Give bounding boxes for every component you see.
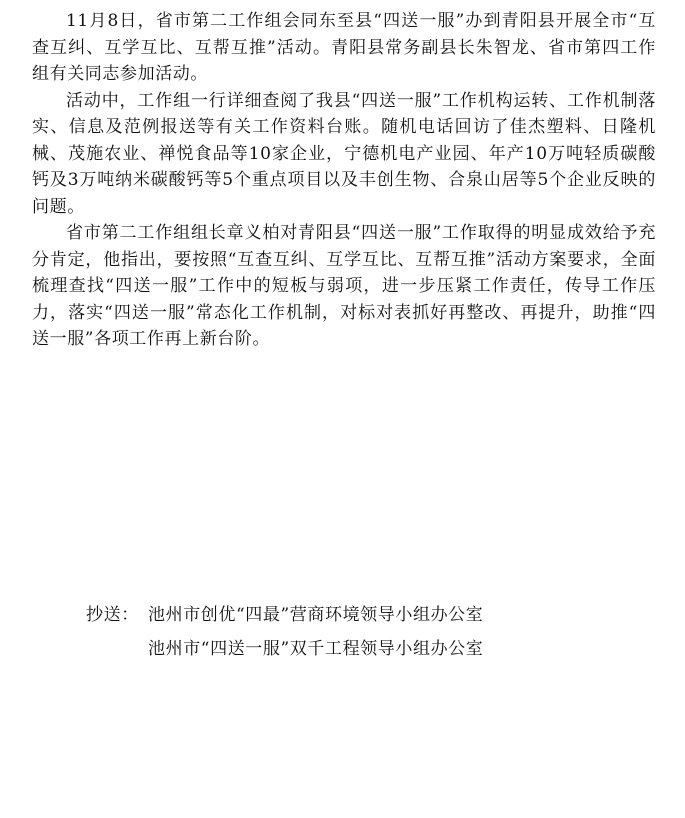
cc-block: [86, 598, 646, 666]
paragraph-1: 11月8日，省市第二工作组会同东至县“四送一服”办到青阳县开展全市“互查互纠、互学互比、互帮互推”活动。青阳县常务副县长朱智龙、省市第四工作组有关同志参加活动。: [32, 11, 656, 84]
paragraph-2: 活动中，工作组一行详细查阅了我县“四送一服”工作机构运转、工作机制落实、信息及范例报送等有关工作资料台账。随机电话回访了佳杰塑料、日隆机械、茂施农业、禅悦食品等10家企业，宁德机电产业园、年产10万吨轻质碳酸钙及3万吨纳米碳酸钙等5个重点项目以及丰创生物、合泉山居等5个企业反映的问题。: [32, 90, 656, 217]
cc-label: 抄送：: [86, 605, 139, 625]
paragraph-3: 省市第二工作组组长章义柏对青阳县“四送一服”工作取得的明显成效给予充分肯定，他指出，要按照“互查互纠、互学互比、互帮互推”活动方案要求，全面梳理查找“四送一服”工作中的短板与弱项，进一步压紧工作责任，传导工作压力，落实“四送一服”常态化工作机制，对标对表抓好再整改、再提升，助推“四送一服”各项工作再上新台阶。: [32, 223, 656, 349]
document-body: [32, 8, 656, 353]
cc-recipient: 池州市“四送一服”双千工程领导小组办公室: [148, 639, 484, 659]
cc-row-2: [86, 632, 646, 666]
cc-indent: [86, 632, 148, 666]
cc-row-1: [86, 598, 646, 632]
cc-recipient: 池州市创优“四最”营商环境领导小组办公室: [148, 605, 484, 625]
